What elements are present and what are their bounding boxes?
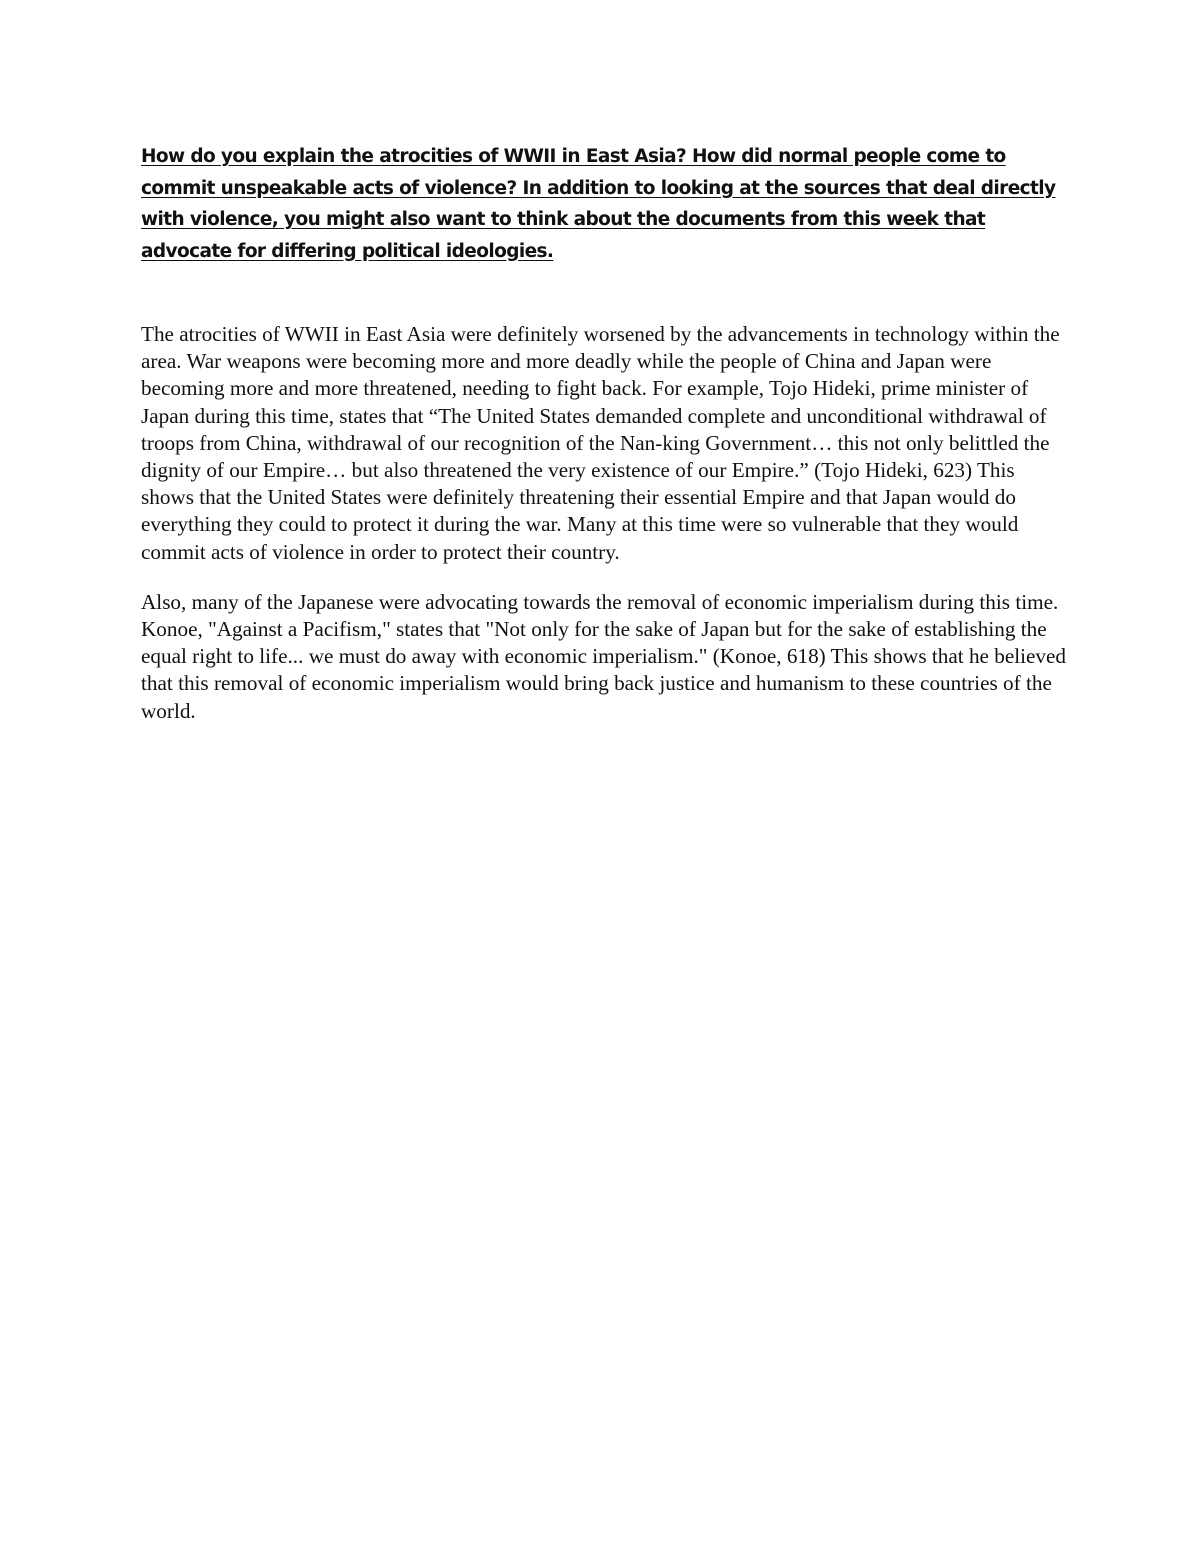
paragraph-2: Also, many of the Japanese were advocating towards the removal of economic imperialism during this time. Konoe, "Against a Pacifism," states that "Not only for the sake of Japan but for the sake of establishing the equal right to life... we must do away with economic imperialism." (Konoe, 618) This shows that he believed that this removal of economic imperialism would bring back justice and humanism to these countries of the world. (141, 589, 1067, 723)
document-body (141, 141, 1071, 725)
paragraph-1: The atrocities of WWII in East Asia were definitely worsened by the advancements in technology within the area. War weapons were becoming more and more deadly while the people of China and Japan were becoming more and more threatened, needing to fight back. For example, Tojo Hideki, prime minister of Japan during this time, states that “The United States demanded complete and unconditional withdrawal of troops from China, withdrawal of our recognition of the Nan-king Government… this not only belittled the dignity of our Empire… but also threatened the very existence of our Empire.” (Tojo Hideki, 623) This shows that the United States were definitely threatening their essential Empire and that Japan would do everything they could to protect it during the war. Many at this time were so vulnerable that they would commit acts of violence in order to protect their country. (141, 322, 1060, 564)
essay-question: How do you explain the atrocities of WWII in East Asia? How did normal people come to commit unspeakable acts of violence? In addition to looking at the sources that deal directly with violence, you might also want to think about the documents from this week that advocate for differing political ideologies. (141, 146, 1056, 262)
